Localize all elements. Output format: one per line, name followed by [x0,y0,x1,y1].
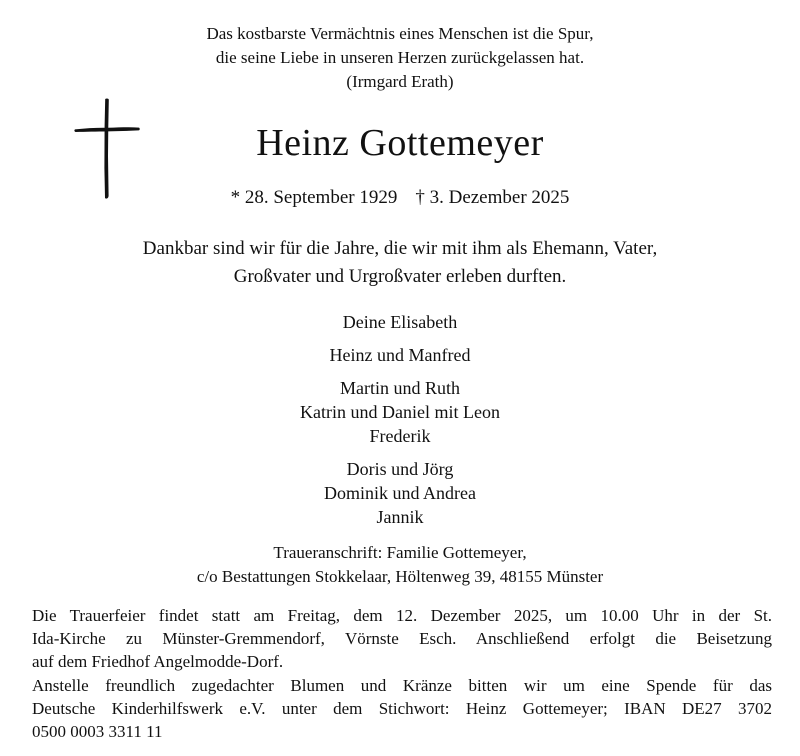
deceased-name: Heinz Gottemeyer [256,122,544,164]
donation-line: 0500 0003 3311 11 [32,722,163,741]
donation-line: Deutsche Kinderhilfswerk e.V. unter dem Stichwort: Heinz Gottemeyer; IBAN DE27 3702 [32,699,772,718]
gratitude-text [0,235,800,291]
gratitude-line: Dankbar sind wir für die Jahre, die wir mit ihm als Ehemann, Vater, [142,238,658,259]
death-date: † 3. Dezember 2025 [415,187,570,208]
family-signatures [0,310,800,538]
quote-line: Das kostbarste Vermächtnis eines Menschen ist die Spur, [206,24,594,43]
family-group-sons [0,343,800,367]
quote-line: die seine Liebe in unseren Herzen zurückgelassen hat. [215,48,585,67]
family-member: Jannik [376,507,424,527]
birth-date: * 28. September 1929 [230,187,398,208]
life-dates [0,185,800,211]
family-member: Katrin und Daniel mit Leon [300,402,500,422]
address-line: Traueranschrift: Familie Gottemeyer, [273,543,527,562]
address-line: c/o Bestattungen Stokkelaar, Höltenweg 39, 48155 Münster [196,567,604,586]
donation-paragraph [32,674,772,743]
opening-quote [0,22,800,94]
family-member: Frederik [369,426,431,446]
ceremony-paragraph [32,604,772,673]
family-member: Martin und Ruth [340,378,460,398]
family-member: Heinz und Manfred [329,345,471,365]
family-group-1 [0,376,800,448]
ceremony-line: Ida-Kirche zu Münster-Gremmendorf, Vörnste Esch. Anschließend erfolgt die Beisetzung [32,629,772,648]
mourning-address [0,541,800,589]
family-group-2 [0,457,800,529]
gratitude-line: Großvater und Urgroßvater erleben durften. [233,266,567,287]
family-member: Deine Elisabeth [342,312,458,332]
donation-line: Anstelle freundlich zugedachter Blumen und Kränze bitten wir um eine Spende für das [32,676,772,695]
family-member: Doris und Jörg [346,459,454,479]
family-member: Dominik und Andrea [324,483,476,503]
family-group-wife [0,310,800,334]
quote-author: (Irmgard Erath) [346,72,454,91]
ceremony-line: auf dem Friedhof Angelmodde-Dorf. [32,652,284,671]
ceremony-line: Die Trauerfeier findet statt am Freitag, dem 12. Dezember 2025, um 10.00 Uhr in der St. [32,606,772,625]
